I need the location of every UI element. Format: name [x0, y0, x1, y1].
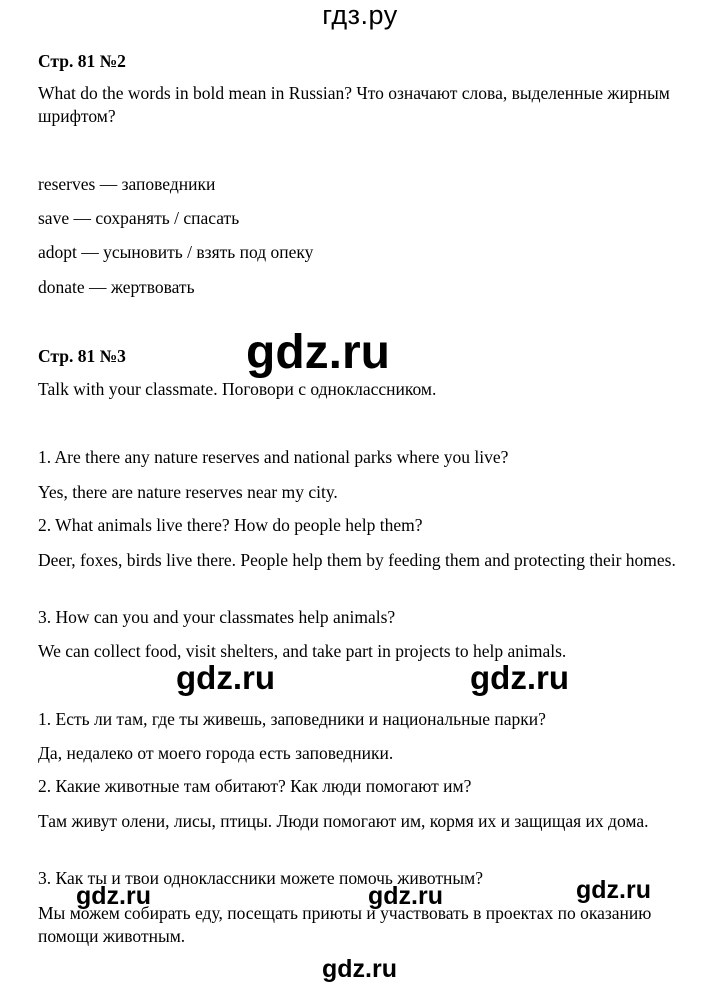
watermark: gdz.ru	[176, 659, 275, 696]
vocab-pair: reserves — заповедники	[38, 174, 216, 194]
answer-ru: Да, недалеко от моего города есть заповедники.	[38, 743, 394, 763]
watermark: gdz.ru	[470, 659, 569, 696]
site-header: гдз.ру	[322, 0, 398, 30]
watermark: gdz.ru	[368, 882, 443, 910]
vocab-pair: adopt — усыновить / взять под опеку	[38, 242, 314, 262]
question-ru: 3. Как ты и твои одноклассники можете помочь животным?	[38, 868, 484, 888]
watermark: gdz.ru	[246, 326, 390, 379]
answer-en: Deer, foxes, birds live there. People help them by feeding them and protecting their homes.	[38, 550, 676, 570]
section-intro-1: What do the words in bold mean in Russian? Что означают слова, выделенные жирным шрифтом?	[38, 83, 670, 126]
vocab-pair: donate — жертвовать	[38, 277, 195, 297]
question-en: 2. What animals live there? How do people help them?	[38, 515, 423, 535]
section-heading-2: Стр. 81 №3	[38, 346, 126, 366]
question-ru: 2. Какие животные там обитают? Как люди помогают им?	[38, 776, 472, 796]
answer-en: Yes, there are nature reserves near my city.	[38, 482, 338, 502]
question-en: 3. How can you and your classmates help animals?	[38, 607, 396, 627]
answer-ru: Мы можем собирать еду, посещать приюты и участвовать в проектах по оказанию помощи животным.	[38, 903, 652, 946]
answer-en: We can collect food, visit shelters, and take part in projects to help animals.	[38, 641, 567, 661]
vocab-pair: save — сохранять / спасать	[38, 208, 240, 228]
watermark: gdz.ru	[576, 876, 651, 904]
watermark: gdz.ru	[76, 882, 151, 910]
section-intro-2: Talk with your classmate. Поговори с одноклассником.	[38, 379, 437, 399]
watermark: gdz.ru	[322, 955, 397, 983]
question-ru: 1. Есть ли там, где ты живешь, заповедники и национальные парки?	[38, 709, 546, 729]
section-heading-1: Стр. 81 №2	[38, 51, 126, 71]
answer-ru: Там живут олени, лисы, птицы. Люди помогают им, кормя их и защищая их дома.	[38, 811, 649, 831]
question-en: 1. Are there any nature reserves and national parks where you live?	[38, 447, 509, 467]
